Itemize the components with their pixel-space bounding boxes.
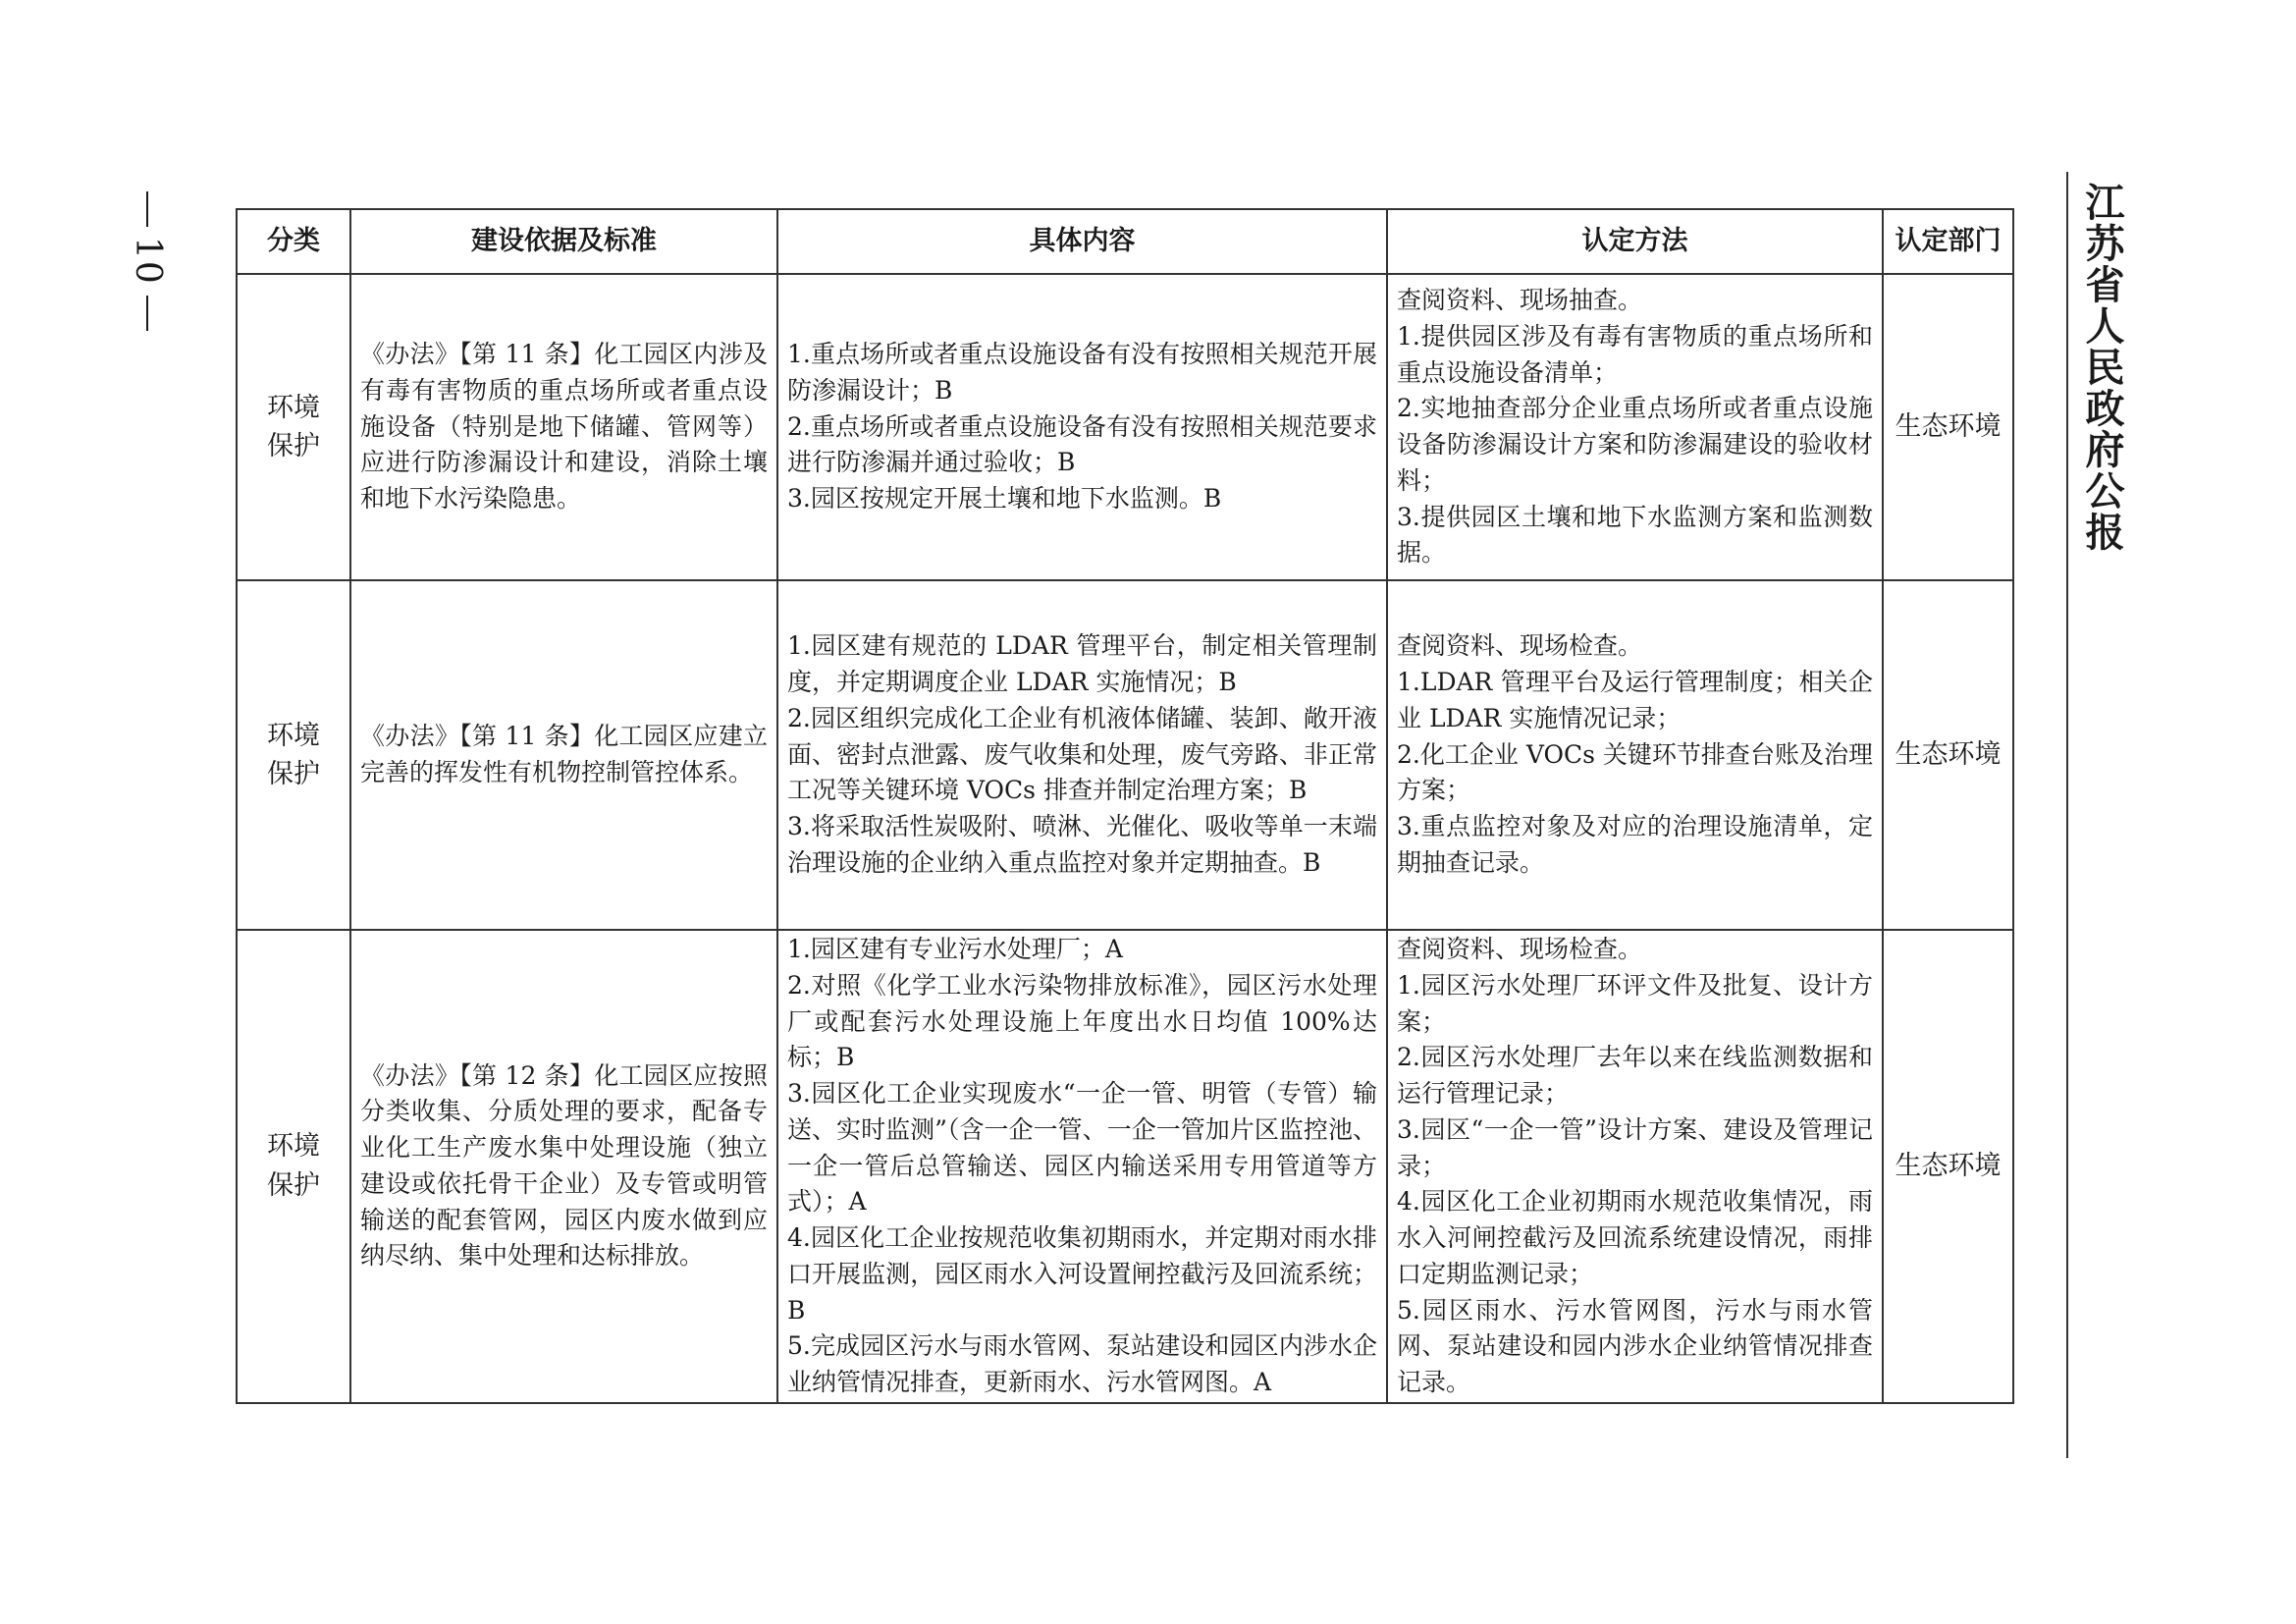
method-item: 3.园区“一企一管”设计方案、建设及管理记录； [1397,1114,1873,1180]
row-basis: 《办法》【第 11 条】化工园区应建立完善的挥发性有机物控制管控体系。 [350,580,777,930]
header-category: 分类 [237,209,350,274]
content-item: 2.重点场所或者重点设施设备有没有按照相关规范要求进行防渗漏并通过验收；B [787,411,1377,477]
content-item: 1.重点场所或者重点设施设备有没有按照相关规范开展防渗漏设计；B [787,340,1377,405]
content-item: 4.园区化工企业按规范收集初期雨水，并定期对雨水排口开展监测，园区雨水入河设置闸控截污及回流系统；B [787,1223,1377,1325]
header-method: 认定方法 [1387,209,1883,274]
table-header-row [237,209,2013,274]
content-item: 3.园区化工企业实现废水“一企一管、明管（专管）输送、实时监测”（含一企一管、一企一管加片区监控池、一企一管后总管输送、园区内输送采用专用管道等方式）；A [787,1079,1377,1217]
row-method [1387,274,1883,580]
row-method [1387,580,1883,930]
right-margin-rule [2066,172,2068,1458]
content-item: 2.对照《化学工业水污染物排放标准》，园区污水处理厂或配套污水处理设施上年度出水日均值 100%达标；B [787,970,1377,1072]
requirements-table [236,208,2014,1404]
content-item: 5.完成园区污水与雨水管网、泵站建设和园区内涉水企业纳管情况排查，更新雨水、污水管网图。A [787,1331,1377,1396]
method-item: 4.园区化工企业初期雨水规范收集情况，雨水入河闸控截污及回流系统建设情况，雨排口定期监测记录； [1397,1187,1873,1288]
method-item: 2.化工企业 VOCs 关键环节排查台账及治理方案； [1397,739,1873,805]
table-row [237,930,2013,1403]
row-content [777,274,1387,580]
row-basis: 《办法》【第 11 条】化工园区内涉及有毒有害物质的重点场所或者重点设施设备（特别是地下储罐、管网等）应进行防渗漏设计和建设，消除土壤和地下水污染隐患。 [350,274,777,580]
table-row [237,274,2013,580]
method-item: 3.重点监控对象及对应的治理设施清单，定期抽查记录。 [1397,812,1873,877]
page-number [123,191,172,349]
content-item: 3.园区按规定开展土壤和地下水监测。B [787,484,1222,514]
content-item: 1.园区建有专业污水处理厂；A [787,935,1123,963]
row-department: 生态环境 [1883,930,2013,1403]
row-method [1387,930,1883,1403]
method-item: 查阅资料、现场检查。 [1397,935,1643,963]
header-basis: 建设依据及标准 [350,209,777,274]
row-basis: 《办法》【第 12 条】化工园区应按照分类收集、分质处理的要求，配备专业化工生产废水集中处理设施（独立建设或依托骨干企业）及专管或明管输送的配套管网，园区内废水做到应纳尽纳、集中处理和达标排放。 [350,930,777,1403]
method-item: 2.园区污水处理厂去年以来在线监测数据和运行管理记录； [1397,1043,1873,1108]
page-number-dash-top [146,191,148,227]
row-category: 环境保护 [237,274,350,580]
method-item: 查阅资料、现场抽查。 [1397,286,1643,314]
row-category: 环境保护 [237,930,350,1403]
method-item: 5.园区雨水、污水管网图，污水与雨水管网、泵站建设和园内涉水企业纳管情况排查记录。 [1397,1295,1873,1396]
method-item: 3.提供园区土壤和地下水监测方案和监测数据。 [1397,502,1873,568]
row-content [777,580,1387,930]
method-item: 2.实地抽查部分企业重点场所或者重点设施设备防渗漏设计方案和防渗漏建设的验收材料； [1397,394,1873,495]
row-department: 生态环境 [1883,580,2013,930]
journal-title: 江苏省人民政府公报 [2079,182,2125,553]
method-item: 1.园区污水处理厂环评文件及批复、设计方案； [1397,970,1873,1036]
row-department: 生态环境 [1883,274,2013,580]
row-category: 环境保护 [237,580,350,930]
content-item: 1.园区建有规范的 LDAR 管理平台，制定相关管理制度，并定期调度企业 LDAR 实施情况；B [787,631,1377,697]
method-item: 1.提供园区涉及有毒有害物质的重点场所和重点设施设备清单； [1397,321,1873,387]
table-row [237,580,2013,930]
content-item: 2.园区组织完成化工企业有机液体储罐、装卸、敞开液面、密封点泄露、废气收集和处理，废气旁路、非正常工况等关键环境 VOCs 排查并制定治理方案；B [787,703,1377,805]
header-department: 认定部门 [1883,209,2013,274]
header-content: 具体内容 [777,209,1387,274]
method-item: 查阅资料、现场检查。 [1397,631,1643,661]
row-content [777,930,1387,1403]
content-item: 3.将采取活性炭吸附、喷淋、光催化、吸收等单一末端治理设施的企业纳入重点监控对象并定期抽查。B [787,812,1377,877]
page-number-dash-bottom [146,296,148,331]
page-number-text: 10 [128,237,168,286]
method-item: 1.LDAR 管理平台及运行管理制度；相关企业 LDAR 实施情况记录； [1397,668,1873,732]
